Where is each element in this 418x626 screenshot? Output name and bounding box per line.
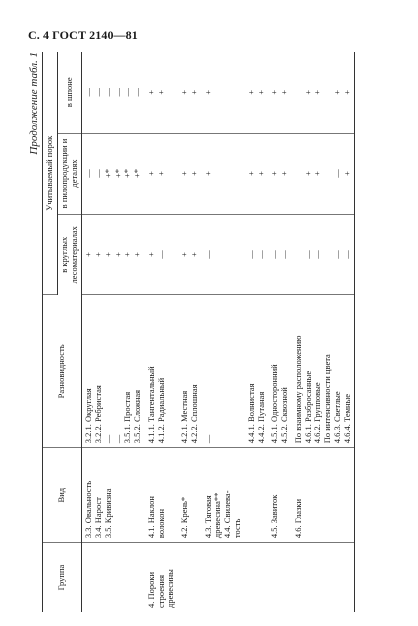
- mark-value: +: [122, 252, 133, 257]
- mark-value: +*: [102, 169, 113, 179]
- cell-line: 4.3. Тяговая: [202, 495, 213, 539]
- cell-line: 4.4.1. Волнистая: [245, 383, 256, 444]
- sawn-mark-cell: [292, 133, 355, 214]
- mark-value: +: [302, 89, 313, 95]
- group-cell: [245, 543, 269, 612]
- group-cell: [202, 543, 245, 612]
- cell-line: 4.5. Завиток: [269, 494, 280, 539]
- variety-cell: [245, 295, 269, 448]
- header-counted-defect: Учитываемый порок: [43, 52, 58, 295]
- variety-cell: [202, 295, 245, 448]
- roundwood-mark-cell: [245, 214, 269, 295]
- veneer-mark-cell: [202, 52, 245, 133]
- mark-value: +: [312, 171, 323, 176]
- cell-line: —: [112, 434, 123, 444]
- cell-line: 3.5.2. Сложная: [132, 389, 143, 444]
- roundwood-mark-cell: [292, 214, 355, 295]
- mark-value: —: [102, 88, 113, 97]
- cell-line: 3.2.2. Ребристая: [93, 385, 104, 444]
- header-group: Группа: [43, 543, 82, 612]
- mark-value: —: [112, 88, 123, 97]
- table-row: [82, 52, 145, 612]
- sawn-mark-cell: [82, 133, 145, 214]
- mark-value: +: [83, 252, 94, 257]
- cell-line: строения: [155, 575, 166, 608]
- table-row: [202, 52, 245, 612]
- cell-line: древесина**: [212, 492, 223, 539]
- veneer-mark-cell: [292, 52, 355, 133]
- cell-line: 4.2. Крень*: [179, 496, 190, 539]
- mark-value: +: [302, 171, 313, 176]
- mark-value: +: [188, 89, 199, 95]
- cell-line: По интенсивности цвета: [322, 354, 333, 444]
- mark-value: +: [145, 89, 156, 95]
- cell-line: 3.4. Нарост: [93, 497, 104, 539]
- table-row: [178, 52, 202, 612]
- cell-line: 4. Пороки: [145, 571, 156, 608]
- type-cell: [292, 448, 355, 543]
- rotated-content: [28, 52, 398, 612]
- mark-value: +: [341, 171, 352, 176]
- cell-line: 4.4. Свилева-: [222, 490, 233, 539]
- mark-value: +: [93, 252, 104, 257]
- mark-value: +: [245, 89, 256, 95]
- mark-value: +: [279, 89, 290, 95]
- mark-value: —: [255, 250, 266, 259]
- mark-value: —: [132, 88, 143, 97]
- mark-value: +: [312, 89, 323, 95]
- group-cell: [268, 543, 292, 612]
- cell-line: 4.5.2. Сквозной: [279, 387, 290, 444]
- roundwood-mark-cell: [178, 214, 202, 295]
- cell-line: 4.6.3. Светлые: [331, 391, 342, 444]
- mark-value: +: [145, 171, 156, 176]
- sawn-mark-cell: [245, 133, 269, 214]
- mark-value: +: [188, 171, 199, 176]
- roundwood-mark-cell: [202, 214, 245, 295]
- mark-value: +: [341, 89, 352, 95]
- roundwood-mark-cell: [145, 214, 178, 295]
- table-caption: Продолжение табл. 1: [28, 52, 40, 155]
- mark-value: +: [188, 252, 199, 257]
- cell-line: 4.2.2. Сплошная: [188, 384, 199, 444]
- variety-cell: [145, 295, 178, 448]
- veneer-mark-cell: [82, 52, 145, 133]
- mark-value: +: [155, 89, 166, 95]
- mark-value: +*: [132, 169, 143, 179]
- type-cell: [82, 448, 145, 543]
- defects-table: [42, 52, 355, 612]
- mark-value: +: [269, 171, 280, 176]
- mark-value: —: [83, 169, 94, 178]
- cell-line: 3.5.1. Простая: [122, 391, 133, 444]
- cell-line: 4.2.1. Местная: [179, 390, 190, 444]
- mark-value: +: [145, 252, 156, 257]
- mark-value: —: [302, 250, 313, 259]
- mark-value: +: [331, 89, 342, 95]
- page-header: С. 4 ГОСТ 2140—81: [28, 28, 138, 42]
- mark-value: +: [255, 89, 266, 95]
- mark-value: +: [132, 252, 143, 257]
- mark-value: +: [269, 89, 280, 95]
- type-cell: [245, 448, 269, 543]
- roundwood-mark-cell: [268, 214, 292, 295]
- header-variety: Разновидность: [43, 295, 82, 448]
- type-cell: [202, 448, 245, 543]
- cell-line: 3.3. Овальность: [83, 480, 94, 539]
- veneer-mark-cell: [268, 52, 292, 133]
- header-roundwood: в круглых лесоматериалах: [57, 214, 82, 295]
- type-cell: [268, 448, 292, 543]
- mark-value: +: [202, 89, 213, 95]
- mark-value: +: [179, 89, 190, 95]
- variety-cell: [292, 295, 355, 448]
- cell-line: 4.5.1. Односторонний: [269, 364, 280, 444]
- table-row: [145, 52, 178, 612]
- table-row: [245, 52, 269, 612]
- mark-value: +: [245, 171, 256, 176]
- mark-value: +: [179, 171, 190, 176]
- group-cell: [82, 543, 145, 612]
- mark-value: +*: [122, 169, 133, 179]
- roundwood-mark-cell: [82, 214, 145, 295]
- cell-line: 4.6.2. Групповые: [312, 382, 323, 444]
- cell-line: —: [202, 434, 213, 444]
- mark-value: —: [331, 169, 342, 178]
- group-cell: [178, 543, 202, 612]
- header-veneer: в шпоне: [57, 52, 82, 133]
- type-cell: [145, 448, 178, 543]
- mark-value: —: [83, 88, 94, 97]
- mark-value: —: [93, 169, 104, 178]
- type-cell: [178, 448, 202, 543]
- cell-line: 4.1.1. Тангентальный: [145, 366, 156, 444]
- mark-value: —: [312, 250, 323, 259]
- cell-line: 3.2.1. Округлая: [83, 388, 94, 444]
- mark-value: +: [155, 171, 166, 176]
- cell-line: —: [102, 434, 113, 444]
- table-body: [82, 52, 355, 612]
- variety-cell: [178, 295, 202, 448]
- cell-line: древесины: [165, 569, 176, 608]
- mark-value: —: [202, 250, 213, 259]
- cell-line: 4.6.1. Разбросанные: [302, 370, 313, 444]
- sawn-mark-cell: [145, 133, 178, 214]
- header-sawn: в пилопродукции и деталях: [57, 133, 82, 214]
- mark-value: —: [122, 88, 133, 97]
- sawn-mark-cell: [202, 133, 245, 214]
- mark-value: —: [269, 250, 280, 259]
- group-cell: [292, 543, 355, 612]
- veneer-mark-cell: [145, 52, 178, 133]
- cell-line: 4.6. Глазки: [292, 498, 303, 539]
- cell-line: 3.5. Кривизна: [102, 488, 113, 539]
- variety-cell: [82, 295, 145, 448]
- rotated-table-area: [28, 52, 398, 612]
- cell-line: 4.6.4. Темные: [341, 393, 352, 444]
- mark-value: +: [202, 171, 213, 176]
- mark-value: +: [179, 252, 190, 257]
- cell-line: тость: [232, 518, 243, 539]
- veneer-mark-cell: [178, 52, 202, 133]
- header-type: Вид: [43, 448, 82, 543]
- cell-line: 4.1.2. Радиальный: [155, 377, 166, 444]
- mark-value: —: [341, 250, 352, 259]
- variety-cell: [268, 295, 292, 448]
- cell-line: 4.1. Наклон: [145, 496, 156, 539]
- cell-line: волокон: [155, 509, 166, 539]
- table-row: [268, 52, 292, 612]
- cell-line: По взаимному расположению: [292, 335, 303, 444]
- mark-value: +: [255, 171, 266, 176]
- mark-value: +: [279, 171, 290, 176]
- mark-value: —: [93, 88, 104, 97]
- group-cell: [145, 543, 178, 612]
- mark-value: +*: [112, 169, 123, 179]
- mark-value: —: [245, 250, 256, 259]
- mark-value: —: [279, 250, 290, 259]
- mark-value: —: [155, 250, 166, 259]
- cell-line: 4.4.2. Путаная: [255, 391, 266, 444]
- veneer-mark-cell: [245, 52, 269, 133]
- mark-value: —: [331, 250, 342, 259]
- sawn-mark-cell: [268, 133, 292, 214]
- mark-value: +: [102, 252, 113, 257]
- mark-value: +: [112, 252, 123, 257]
- sawn-mark-cell: [178, 133, 202, 214]
- table-row: [292, 52, 355, 612]
